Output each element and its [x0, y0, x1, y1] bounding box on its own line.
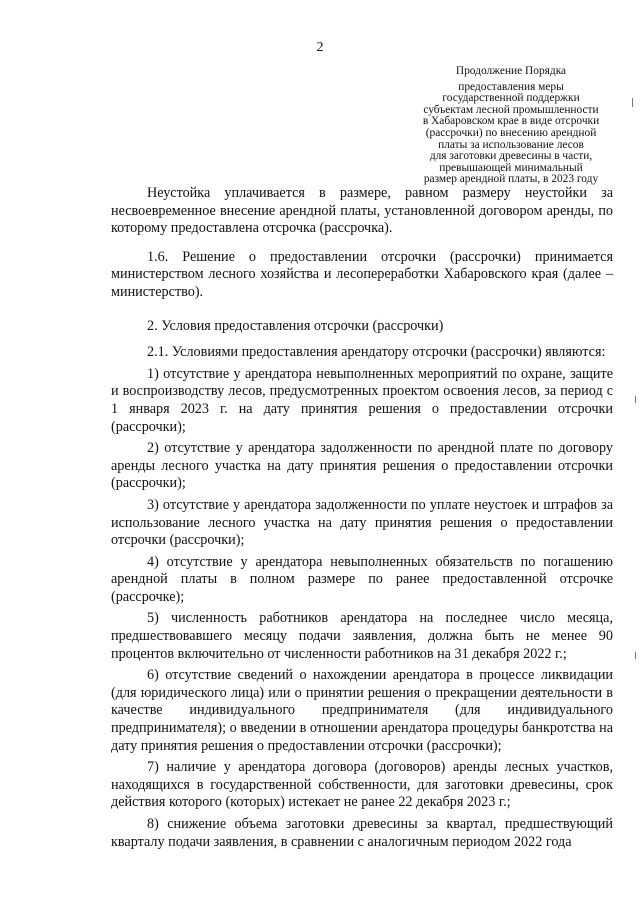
header-line: в Хабаровском крае в виде отсрочки — [422, 115, 600, 128]
document-body — [111, 185, 613, 851]
condition-item-1: 1) отсутствие у арендатора невыполненных мероприятий по охране, защите и воспроизводству лесов, предусмотренных проектом освоения лесов, за период с 1 января 2023 г. на дату принятия решения о предоставлении отсрочки (рассрочки); — [111, 365, 613, 435]
condition-item-8: 8) снижение объема заготовки древесины за квартал, предшествующий кварталу подачи заявления, в сравнении с аналогичным периодом 2022 года — [111, 816, 613, 850]
header-line: Продолжение Порядка — [455, 65, 567, 77]
scan-margin-mark — [635, 652, 636, 659]
header-line: для заготовки древесины в части, — [429, 150, 593, 163]
paragraph-1-6: 1.6. Решение о предоставлении отсрочки (рассрочки) принимается министерством лесного хозяйства и лесопереработки Хабаровского края (далее – министерство). — [111, 248, 613, 300]
section-2-heading: 2. Условия предоставления отсрочки (рассрочки) — [147, 317, 444, 334]
condition-item-2: 2) отсутствие у арендатора задолженности по арендной плате по договору аренды лесного участка на дату принятия решения о предоставлении отсрочки (рассрочки); — [111, 440, 613, 492]
document-header-block — [400, 66, 622, 186]
page-number: 2 — [316, 40, 324, 55]
header-line: платы за использование лесов — [438, 138, 584, 151]
scan-margin-mark — [635, 396, 636, 403]
condition-item-4: 4) отсутствие у арендатора невыполненных обязательств по погашению арендной платы в полном размере по ранее предоставленной отсрочке (рассрочке); — [111, 553, 613, 605]
condition-item-3: 3) отсутствие у арендатора задолженности по уплате неустоек и штрафов за использование лесного участка на дату принятия решения о предоставлении отсрочки (рассрочки); — [111, 496, 613, 549]
header-line: предоставления меры — [458, 80, 564, 93]
header-line: (рассрочки) по внесению арендной — [425, 126, 597, 139]
condition-item-6: 6) отсутствие сведений о нахождении арендатора в процессе ликвидации (для юридического лица) или о принятии решения о прекращении деятельности в качестве индивидуального предпринимателя (для индивидуального предпринимателя); о введении в отношении арендатора процедуры банкротства на дату принятия решения о предоставлении отсрочки (рассрочки); — [111, 667, 613, 754]
header-line: государственной поддержки — [442, 92, 580, 105]
header-line: субъектам лесной промышленности — [423, 103, 599, 116]
condition-item-7: 7) наличие у арендатора договора (договоров) аренды лесных участков, находящихся в государственной собственности, для заготовки древесины, срок действия которого (которых) истекает не ранее 22 декабря 2023 г.; — [111, 759, 613, 811]
header-line: размер арендной платы, в 2023 году — [423, 173, 599, 186]
paragraph-penalty: Неустойка уплачивается в размере, равном размеру неустойки за несвоевременное внесение арендной платы, установленной договором аренды, по которому предоставлена отсрочка (рассрочка). — [111, 185, 613, 237]
paragraph-2-1: 2.1. Условиями предоставления арендатору отсрочки (рассрочки) являются: — [147, 344, 606, 361]
header-line: превышающей минимальный — [439, 161, 583, 174]
scan-margin-mark — [632, 98, 633, 107]
condition-item-5: 5) численность работников арендатора на последнее число месяца, предшествовавшего месяцу подачи заявления, должна быть не менее 90 процентов включительно от численности работников на 31 декабря 2022 г.; — [111, 610, 613, 662]
